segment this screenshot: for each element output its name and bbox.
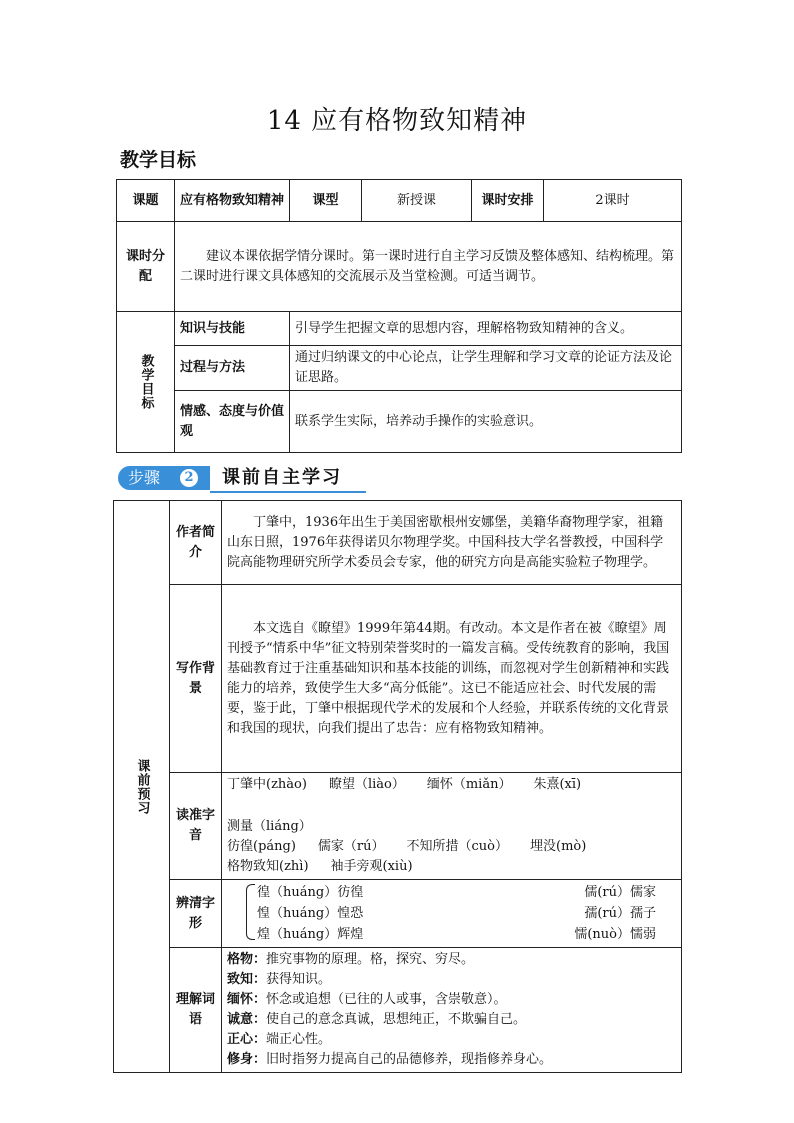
step-label: 步骤: [118, 466, 210, 490]
goal-text-emotion: 联系学生实际，培养动手操作的实验意识。: [290, 391, 682, 453]
pron-item: 儒家（rú）: [317, 839, 385, 854]
left-brace-icon: [246, 884, 255, 940]
step-banner: [118, 466, 366, 494]
page-title: 14 应有格物致知精神: [266, 106, 528, 136]
pron-item: 瞭望（liào）: [328, 777, 405, 792]
background-label: 写作背景: [170, 585, 222, 773]
cell-type-value: 新授课: [362, 180, 472, 222]
pron-item: 缅怀（miǎn）: [426, 777, 512, 792]
goals-label: 教学目标: [117, 312, 175, 453]
cell-topic-label: 课题: [117, 180, 175, 222]
form-left: 煌（huáng）辉煌: [257, 927, 364, 942]
pronunciation-label: 读准字音: [170, 773, 222, 880]
form-left: 惶（huáng）惶恐: [257, 906, 364, 921]
goal-label-process: 过程与方法: [175, 346, 290, 391]
cell-topic-value: 应有格物致知精神: [175, 180, 290, 222]
step-title: 课前自主学习: [222, 467, 342, 488]
forms-label: 辨清字形: [170, 880, 222, 948]
vocab-item: 致知：获得知识。: [227, 972, 332, 987]
pron-item: 测量（liáng）: [227, 819, 312, 834]
pron-item: 彷徨(páng): [227, 839, 296, 854]
vocab-item: 缅怀：怀念或追想（已往的人或事，含崇敬意）。: [227, 992, 507, 1007]
vocab-label: 理解词语: [170, 948, 222, 1073]
form-right: 懦(nuò）懦弱: [574, 927, 656, 942]
forms-list: [222, 880, 682, 948]
vocab-list: [222, 948, 682, 1073]
goal-label-emotion: 情感、态度与价值观: [175, 391, 290, 453]
cell-type-label: 课型: [290, 180, 362, 222]
goal-label-knowledge: 知识与技能: [175, 312, 290, 346]
teaching-goals-table: [116, 179, 682, 453]
form-left: 徨（huáng）彷徨: [257, 885, 364, 900]
vocab-item: 诚意：使自己的意念真诚，思想纯正，不欺骗自己。: [227, 1012, 527, 1027]
pron-item: 丁肇中(zhào): [227, 777, 307, 792]
vocab-item: 修身：旧时指努力提高自己的品德修养，现指修养身心。: [227, 1052, 553, 1067]
goal-text-knowledge: 引导学生把握文章的思想内容，理解格物致知精神的含义。: [290, 312, 682, 346]
vocab-item: 正心：端正心性。: [227, 1032, 332, 1047]
pron-item: 朱熹(xī): [533, 777, 582, 792]
pron-item: 埋没(mò): [530, 839, 587, 854]
goal-text-process: 通过归纳课文的中心论点，让学生理解和学习文章的论证方法及论证思路。: [290, 346, 682, 391]
author-text: 丁肇中，1936年出生于美国密歇根州安娜堡，美籍华裔物理学家，祖籍山东日照，1976年获得诺贝尔物理学奖。中国科技大学名誉教授，中国科学院高能物理研究所学术委员会专家，他的研究方向是高能实验粒子物理学。: [222, 501, 682, 585]
pron-item: 格物致知(zhì): [227, 859, 309, 874]
cell-hours-label: 课时安排: [472, 180, 544, 222]
form-right: 儒(rú）儒家: [584, 885, 656, 900]
preview-table: [113, 500, 682, 1073]
background-text: 本文选自《瞭望》1999年第44期。有改动。本文是作者在被《瞭望》周刊授予“情系中华”征文特别荣誉奖时的一篇发言稿。受传统教育的影响，我国基础教育过于注重基础知识和基本技能的训练，而忽视对学生创新精神和实践能力的培养，致使学生大多“高分低能”。这已不能适应社会、时代发展的需要，鉴于此，丁肇中根据现代学术的发展和个人经验，并联系传统的文化背景和我国的现状，向我们提出了忠告：应有格物致知精神。: [222, 585, 682, 773]
form-right: 孺(rú）孺子: [584, 906, 656, 921]
preview-side-label: 课前预习: [114, 501, 170, 1073]
section-heading: 教学目标: [120, 149, 197, 171]
cell-hours-value: 2课时: [544, 180, 682, 222]
pronunciation-list: [222, 773, 682, 880]
schedule-text: 建议本课依据学情分课时。第一课时进行自主学习反馈及整体感知、结构梳理。第二课时进行课文具体感知的交流展示及当堂检测。可适当调节。: [175, 222, 682, 312]
author-label: 作者简介: [170, 501, 222, 585]
schedule-label: 课时分配: [117, 222, 175, 312]
step-number: 2: [180, 469, 198, 487]
step-underline: [210, 491, 366, 493]
pron-item: 袖手旁观(xiù): [330, 859, 413, 874]
vocab-item: 格物：推究事物的原理。格，探究、穷尽。: [227, 952, 475, 967]
pron-item: 不知所措（cuò）: [406, 839, 508, 854]
